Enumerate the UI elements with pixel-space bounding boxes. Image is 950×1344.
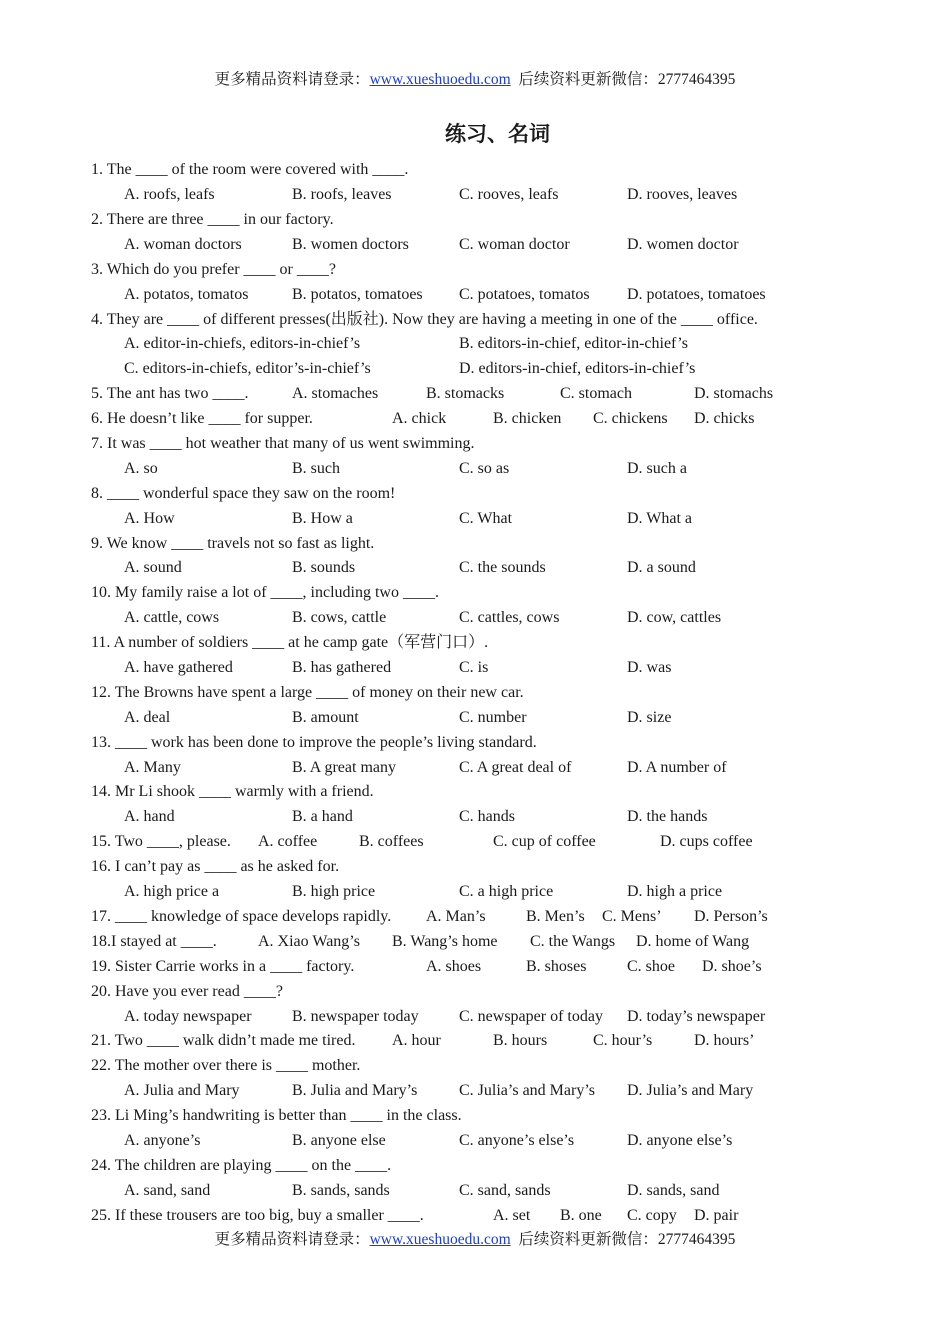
option-text: A. Julia and Mary [124,1082,240,1099]
option-text: B. high price [292,883,376,900]
option-text: C. the sounds [459,559,546,576]
question-text: 19. Sister Carrie works in a ____ factory. [91,958,355,975]
question-text: 21. Two ____ walk didn’t made me tired. [91,1032,356,1049]
option-text: D. women doctor [627,236,739,253]
option-text: B. Wang’s home [392,933,498,950]
option-text: A. deal [124,709,171,726]
option-text: B. newspaper today [292,1008,419,1025]
option-text: B. potatos, tomatoes [292,286,423,303]
option-text: B. How a [292,510,353,527]
question-text: 1. The ____ of the room were covered with ____. [91,161,409,178]
option-text: C. cup of coffee [493,833,596,850]
header-suffix: 后续资料更新微信：2777464395 [518,71,736,88]
option-text: D. cups coffee [660,833,753,850]
header-prefix: 更多精品资料请登录： [214,71,370,88]
question-text: 17. ____ knowledge of space develops rapidly. [91,908,392,925]
question-text: 12. The Browns have spent a large ____ of money on their new car. [91,684,524,701]
option-text: D. shoe’s [702,958,762,975]
option-text: C. sand, sands [459,1182,551,1199]
option-text: D. chicks [694,410,755,427]
option-text: D. the hands [627,808,708,825]
option-text: A. anyone’s [124,1132,201,1149]
option-text: A. sand, sand [124,1182,211,1199]
page-title: 练习、名词 [445,122,550,146]
option-text: D. high a price [627,883,723,900]
option-text: D. sands, sand [627,1182,720,1199]
question-text: 15. Two ____, please. [91,833,231,850]
option-text: D. was [627,659,672,676]
option-text: B. chicken [493,410,562,427]
option-text: B. amount [292,709,359,726]
question-text: 9. We know ____ travels not so fast as light. [91,535,375,552]
option-text: C. is [459,659,489,676]
option-text: C. copy [627,1207,677,1224]
option-text: B. such [292,460,340,477]
option-text: C. editors-in-chiefs, editor’s-in-chief’s [124,360,371,377]
option-text: D. such a [627,460,687,477]
footer-link[interactable]: www.xueshuoedu.com [369,1231,511,1248]
option-text: A. sound [124,559,182,576]
option-text: D. Person’s [694,908,768,925]
option-text: C. number [459,709,527,726]
question-text: 24. The children are playing ____ on the ____. [91,1157,392,1174]
question-text: 22. The mother over there is ____ mother. [91,1057,361,1074]
option-text: A. high price a [124,883,220,900]
question-text: 13. ____ work has been done to improve the people’s living standard. [91,734,537,751]
option-text: D. rooves, leaves [627,186,738,203]
option-text: A. Man’s [426,908,486,925]
question-text: 11. A number of soldiers ____ at he camp gate（军营门口）. [91,634,489,651]
option-text: A. chick [392,410,447,427]
option-text: C. cattles, cows [459,609,560,626]
option-text: B. editors-in-chief, editor-in-chief’s [459,335,688,352]
option-text: C. so as [459,460,510,477]
option-text: D. a sound [627,559,696,576]
question-text: 25. If these trousers are too big, buy a smaller ____. [91,1207,424,1224]
option-text: A. today newspaper [124,1008,252,1025]
question-text: 23. Li Ming’s handwriting is better than ____ in the class. [91,1107,462,1124]
header-link[interactable]: www.xueshuoedu.com [369,71,511,88]
header-bottom [0,1227,950,1249]
option-text: A. hand [124,808,175,825]
option-text: C. stomach [560,385,632,402]
option-text: C. woman doctor [459,236,570,253]
option-text: B. hours [493,1032,548,1049]
option-text: D. What a [627,510,693,527]
option-text: D. home of Wang [636,933,750,950]
option-text: C. Julia’s and Mary’s [459,1082,595,1099]
question-text: 14. Mr Li shook ____ warmly with a friend. [91,783,374,800]
question-text: 7. It was ____ hot weather that many of us went swimming. [91,435,475,452]
option-text: C. What [459,510,513,527]
question-text: 3. Which do you prefer ____ or ____? [91,261,336,278]
option-text: B. one [560,1207,602,1224]
option-text: A. stomaches [292,385,379,402]
option-text: B. shoses [526,958,587,975]
option-text: B. sands, sands [292,1182,390,1199]
option-text: B. roofs, leaves [292,186,392,203]
question-text: 8. ____ wonderful space they saw on the room! [91,485,396,502]
option-text: D. cow, cattles [627,609,722,626]
option-text: C. anyone’s else’s [459,1132,575,1149]
option-text: B. A great many [292,759,396,776]
option-text: B. a hand [292,808,353,825]
option-text: C. hour’s [593,1032,653,1049]
option-text: C. chickens [593,410,668,427]
header-top [0,67,950,89]
option-text: A. editor-in-chiefs, editors-in-chief’s [124,335,361,352]
option-text: B. stomacks [426,385,505,402]
option-text: A. roofs, leafs [124,186,215,203]
option-text: B. Julia and Mary’s [292,1082,418,1099]
option-text: D. stomachs [694,385,774,402]
option-text: A. Xiao Wang’s [258,933,360,950]
option-text: D. anyone else’s [627,1132,733,1149]
question-text: 4. They are ____ of different presses(出版社). Now they are having a meeting in one of the ____ office. [91,311,758,328]
option-text: D. size [627,709,672,726]
option-text: D. pair [694,1207,739,1224]
option-text: D. A number of [627,759,727,776]
option-text: D. today’s newspaper [627,1008,766,1025]
option-text: A. so [124,460,158,477]
footer-prefix: 更多精品资料请登录： [214,1231,370,1248]
option-text: C. potatoes, tomatos [459,286,590,303]
option-text: C. A great deal of [459,759,572,776]
question-text: 10. My family raise a lot of ____, including two ____. [91,584,439,601]
option-text: A. woman doctors [124,236,242,253]
footer-suffix: 后续资料更新微信：2777464395 [518,1231,736,1248]
option-text: B. Men’s [526,908,585,925]
option-text: C. hands [459,808,515,825]
option-text: A. have gathered [124,659,233,676]
option-text: C. a high price [459,883,554,900]
option-text: D. Julia’s and Mary [627,1082,754,1099]
option-text: C. newspaper of today [459,1008,603,1025]
option-text: A. cattle, cows [124,609,220,626]
option-text: B. sounds [292,559,356,576]
question-text: 2. There are three ____ in our factory. [91,211,334,228]
option-text: A. potatos, tomatos [124,286,249,303]
option-text: D. editors-in-chief, editors-in-chief’s [459,360,696,377]
option-text: B. women doctors [292,236,409,253]
option-text: D. hours’ [694,1032,755,1049]
option-text: A. shoes [426,958,482,975]
question-text: 6. He doesn’t like ____ for supper. [91,410,313,427]
question-text: 20. Have you ever read ____? [91,983,283,1000]
option-text: B. coffees [359,833,424,850]
option-text: C. rooves, leafs [459,186,559,203]
option-text: B. anyone else [292,1132,386,1149]
option-text: D. potatoes, tomatoes [627,286,766,303]
option-text: A. set [493,1207,531,1224]
option-text: B. cows, cattle [292,609,387,626]
question-text: 18.I stayed at ____. [91,933,217,950]
option-text: A. hour [392,1032,441,1049]
option-text: A. How [124,510,175,527]
option-text: A. coffee [258,833,318,850]
option-text: B. has gathered [292,659,392,676]
question-text: 5. The ant has two ____. [91,385,249,402]
option-text: A. Many [124,759,181,776]
option-text: C. the Wangs [530,933,616,950]
question-text: 16. I can’t pay as ____ as he asked for. [91,858,340,875]
option-text: C. shoe [627,958,675,975]
option-text: C. Mens’ [602,908,662,925]
